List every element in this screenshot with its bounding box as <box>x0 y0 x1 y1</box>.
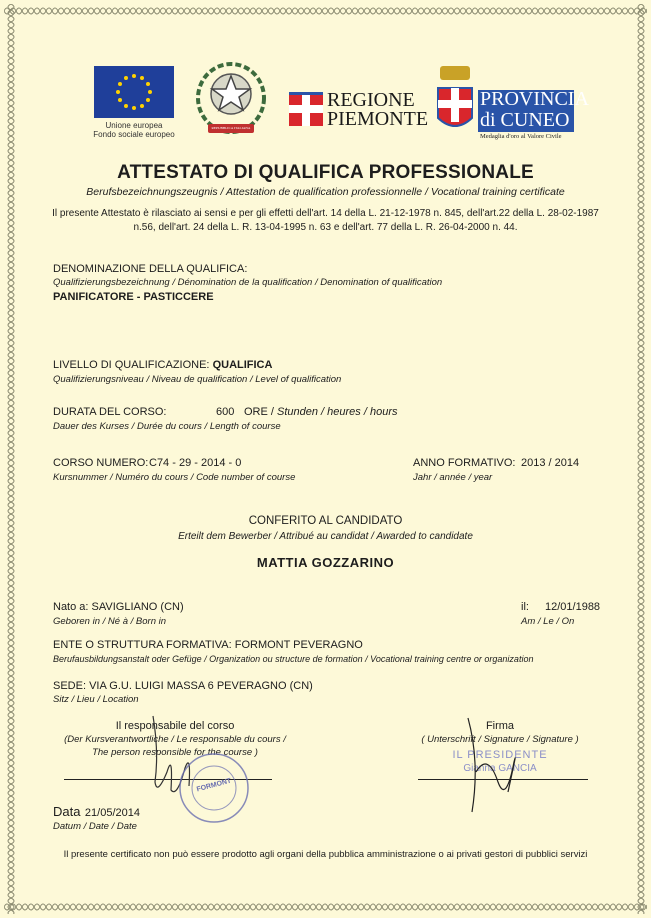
stamp-text: FORMONT <box>195 777 232 794</box>
durata-unit: ORE / <box>244 406 274 418</box>
eu-logo <box>94 66 174 118</box>
eu-caption <box>74 121 194 139</box>
italian-emblem <box>194 58 268 140</box>
provincia-line2: di CUNEO <box>480 109 570 131</box>
provincia-line1: PROVINCIA <box>480 88 589 110</box>
corso-value: C74 - 29 - 2014 - 0 <box>149 457 242 469</box>
data-translation: Datum / Date / Date <box>53 821 137 832</box>
candidate-name: MATTIA GOZZARINO <box>256 555 395 570</box>
eu-caption-line2: Fondo sociale europeo <box>93 130 175 139</box>
eu-flag-icon <box>94 66 174 118</box>
responsabile-translation-line2: The person responsible for the course ) <box>92 747 258 758</box>
conferito-label: CONFERITO AL CANDIDATO <box>248 515 403 527</box>
emblem-ribbon: REPUBBLICA ITALIANA <box>211 126 251 130</box>
livello-translation: Qualifizierungsniveau / Niveau de qualification / Level of qualification <box>53 374 342 385</box>
nato-label: Nato a: <box>53 601 89 613</box>
corso-label: CORSO NUMERO: <box>53 457 149 469</box>
regione-line1: REGIONE <box>327 89 415 111</box>
nato-value: SAVIGLIANO (CN) <box>91 601 184 613</box>
il-label: il: <box>521 601 529 613</box>
firma-translation: ( Unterschrift / Signature / Signature ) <box>421 734 579 745</box>
legal-text-line1: Il presente Attestato è rilasciato ai sensi e per gli effetti dell'art. 14 della L. 21-12-1978 n. 845, dell'art.22 della L. 28-02-1987 <box>52 208 599 219</box>
regione-line2: PIEMONTE <box>327 108 429 130</box>
sede-translation: Sitz / Lieu / Location <box>53 694 139 705</box>
corso-translation: Kursnummer / Numéro du cours / Code number of course <box>53 472 296 483</box>
anno-value: 2013 / 2014 <box>521 457 580 469</box>
il-translation: Am / Le / On <box>521 616 575 627</box>
ente-label: ENTE O STRUTTURA FORMATIVA: <box>53 639 232 651</box>
durata-unit-translation: Stunden / heures / hours <box>277 406 398 418</box>
livello-value: QUALIFICA <box>212 359 273 371</box>
firma-label: Firma <box>485 720 515 732</box>
denominazione-value: PANIFICATORE - PASTICCERE <box>53 291 214 303</box>
denominazione-label: DENOMINAZIONE DELLA QUALIFICA: <box>53 263 248 275</box>
president-signature <box>458 712 528 820</box>
anno-translation: Jahr / année / year <box>413 472 493 483</box>
firma-stamp-line1: IL PRESIDENTE <box>452 749 548 761</box>
conferito-translation: Erteilt dem Bewerber / Attribué au candidat / Awarded to candidate <box>178 531 473 542</box>
eu-caption-line1: Unione europea <box>105 121 163 130</box>
birth-date: 12/01/1988 <box>545 601 601 613</box>
regione-piemonte-logo <box>289 89 429 130</box>
ente-value: FORMONT PEVERAGNO <box>234 639 363 651</box>
livello-label: LIVELLO DI QUALIFICAZIONE: <box>53 359 210 371</box>
durata-label: DURATA DEL CORSO: <box>53 406 167 418</box>
sede-label: SEDE: <box>53 680 87 692</box>
data-label: Data <box>53 804 81 819</box>
sede-value: VIA G.U. LUIGI MASSA 6 PEVERAGNO (CN) <box>89 680 313 692</box>
denominazione-translation: Qualifizierungsbezeichnung / Dénomination de la qualification / Denomination of qualification <box>53 277 443 288</box>
certificate-subtitle: Berufsbezeichnungszeugnis / Attestation de qualification professionnelle / Vocational training certificate <box>86 186 565 198</box>
responsabile-label: Il responsabile del corso <box>115 720 235 732</box>
certificate-title: ATTESTATO DI QUALIFICA PROFESSIONALE <box>117 162 534 183</box>
responsabile-translation-line1: (Der Kursverantwortliche / Le responsable du cours / <box>64 734 286 745</box>
formont-stamp <box>178 752 250 824</box>
durata-value: 600 <box>216 406 235 418</box>
legal-text-line2: n.56, dell'art. 24 della L. R. 13-04-1995 n. 63 e dell'art. 77 della L. R. 26-04-2000 n. 44. <box>133 222 518 233</box>
provincia-cuneo-logo <box>434 64 589 146</box>
data-value: 21/05/2014 <box>84 807 140 819</box>
ente-translation: Berufausbildungsanstalt oder Gefüge / Organization ou structure de formation / Vocational training centre or organization <box>53 654 534 664</box>
nato-translation: Geboren in / Né à / Born in <box>53 616 167 627</box>
anno-label: ANNO FORMATIVO: <box>413 457 516 469</box>
firma-stamp-line2: Gianna GANCIA <box>463 763 537 774</box>
regione-flag-icon <box>289 92 323 126</box>
provincia-sub: Medaglia d'oro al Valore Civile <box>480 133 562 140</box>
footer-disclaimer: Il presente certificato non può essere prodotto agli organi della pubblica amministrazione o ai privati gestori di pubblici servizi <box>63 849 588 860</box>
cuneo-crest-icon <box>434 64 476 138</box>
durata-translation: Dauer des Kurses / Durée du cours / Length of course <box>53 421 281 432</box>
